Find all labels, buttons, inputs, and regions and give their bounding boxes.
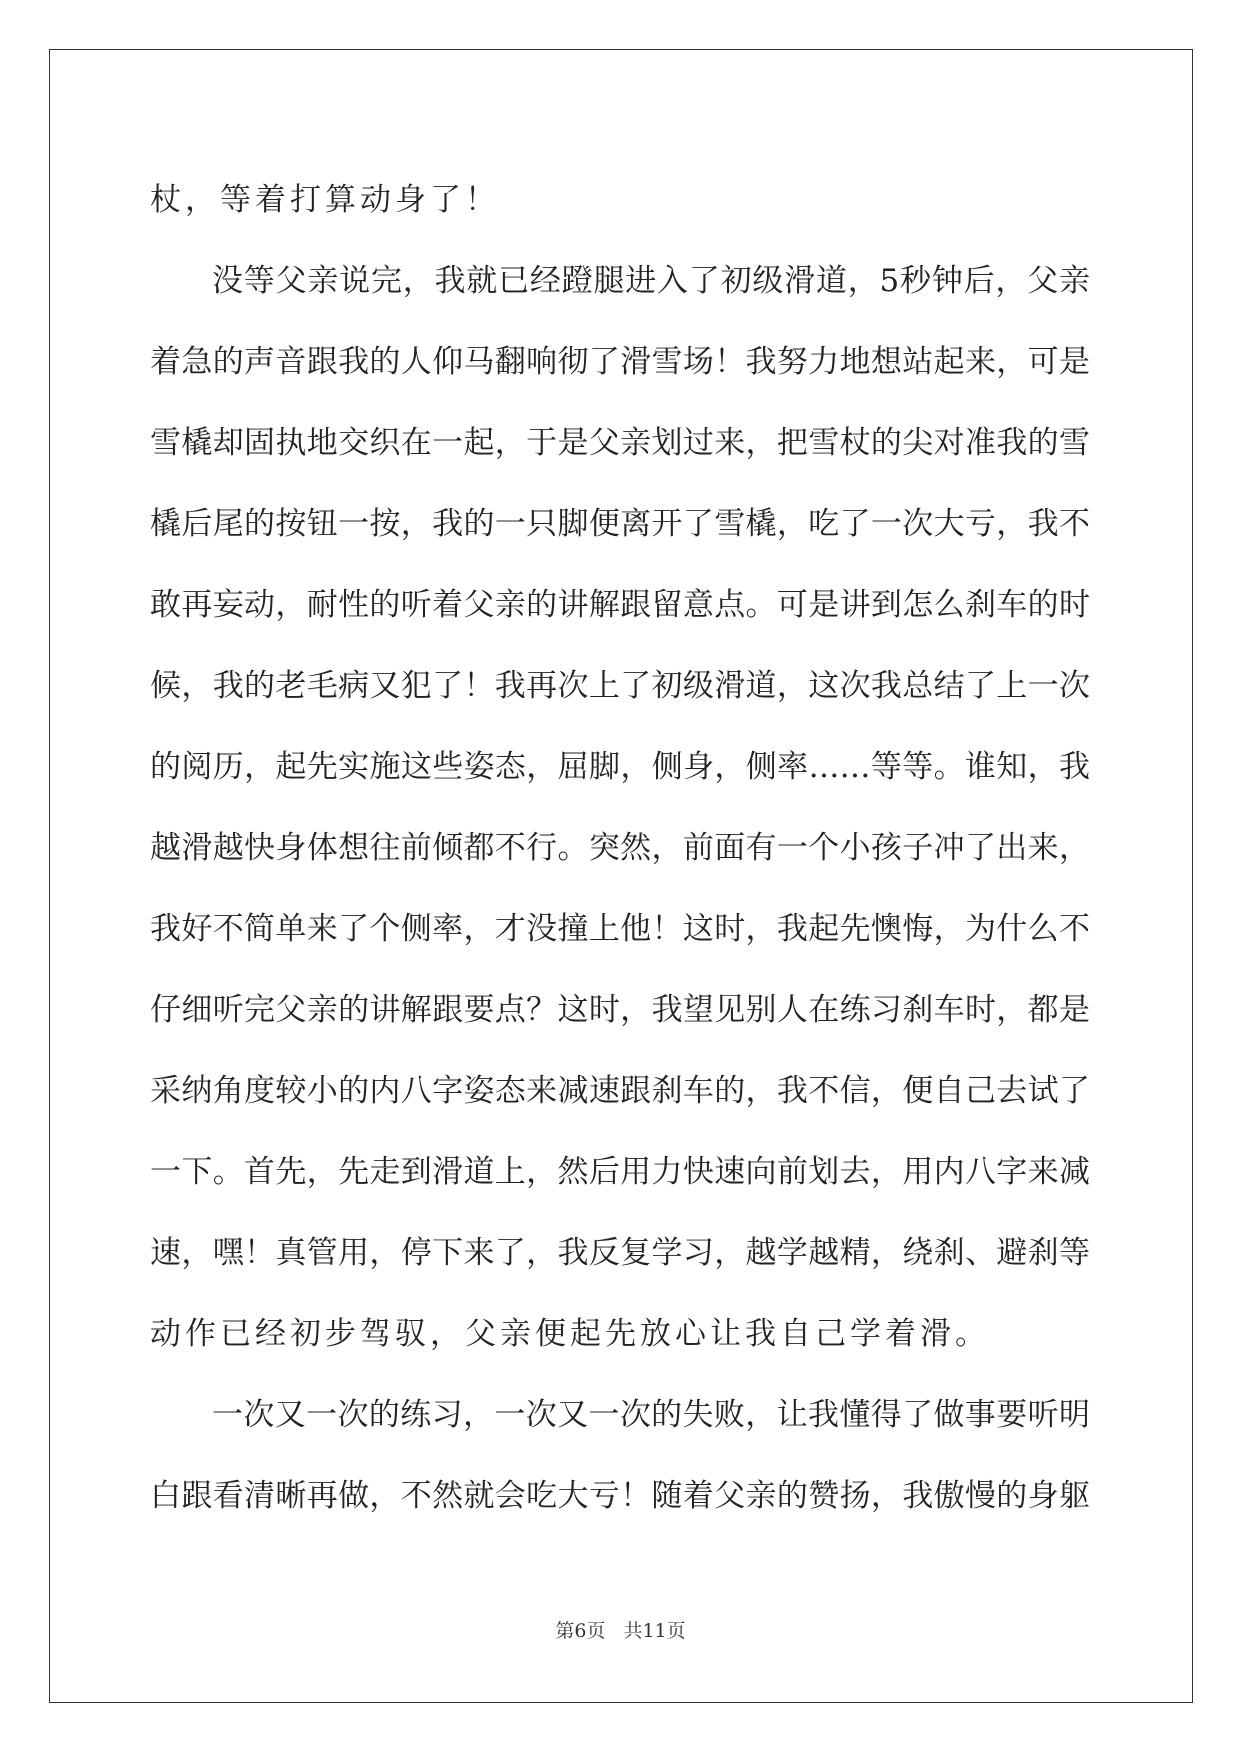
text-line: 动作已经初步驾驭，父亲便起先放心让我自己学着滑。 xyxy=(150,1316,990,1352)
page-number-footer xyxy=(0,1616,1241,1643)
text-line: 一次又一次的练习，一次又一次的失败，让我懂得了做事要听明 xyxy=(212,1397,1090,1433)
text-line: 白跟看清晰再做，不然就会吃大亏！随着父亲的赞扬，我傲慢的身躯 xyxy=(150,1478,1090,1514)
text-line: 候，我的老毛病又犯了！我再次上了初级滑道，这次我总结了上一次 xyxy=(150,668,1090,704)
text-line: 雪橇却固执地交织在一起，于是父亲划过来，把雪杖的尖对准我的雪 xyxy=(150,425,1090,461)
text-line: 杖，等着打算动身了！ xyxy=(150,182,500,218)
text-line: 的阅历，起先实施这些姿态，屈脚，侧身，侧率……等等。谁知，我 xyxy=(150,749,1090,785)
text-line: 仔细听完父亲的讲解跟要点？这时，我望见别人在练习刹车时，都是 xyxy=(150,992,1090,1028)
text-line: 我好不简单来了个侧率，才没撞上他！这时，我起先懊悔，为什么不 xyxy=(150,911,1090,947)
total-pages-label: 共11页 xyxy=(623,1620,686,1642)
text-line: 着急的声音跟我的人仰马翻响彻了滑雪场！我努力地想站起来，可是 xyxy=(150,344,1090,380)
text-line: 越滑越快身体想往前倾都不行。突然，前面有一个小孩子冲了出来， xyxy=(150,830,1090,866)
document-body xyxy=(150,160,1090,1537)
text-line: 采纳角度较小的内八字姿态来减速跟刹车的，我不信，便自己去试了 xyxy=(150,1073,1090,1109)
text-line: 橇后尾的按钮一按，我的一只脚便离开了雪橇，吃了一次大亏，我不 xyxy=(150,506,1090,542)
text-line: 敢再妄动，耐性的听着父亲的讲解跟留意点。可是讲到怎么刹车的时 xyxy=(150,587,1090,623)
text-line: 没等父亲说完，我就已经蹬腿进入了初级滑道，5秒钟后，父亲 xyxy=(212,263,1090,299)
text-line: 一下。首先，先走到滑道上，然后用力快速向前划去，用内八字来减 xyxy=(150,1154,1090,1190)
text-line: 速，嘿！真管用，停下来了，我反复学习，越学越精，绕刹、避刹等 xyxy=(150,1235,1090,1271)
current-page-label: 第6页 xyxy=(555,1620,606,1642)
